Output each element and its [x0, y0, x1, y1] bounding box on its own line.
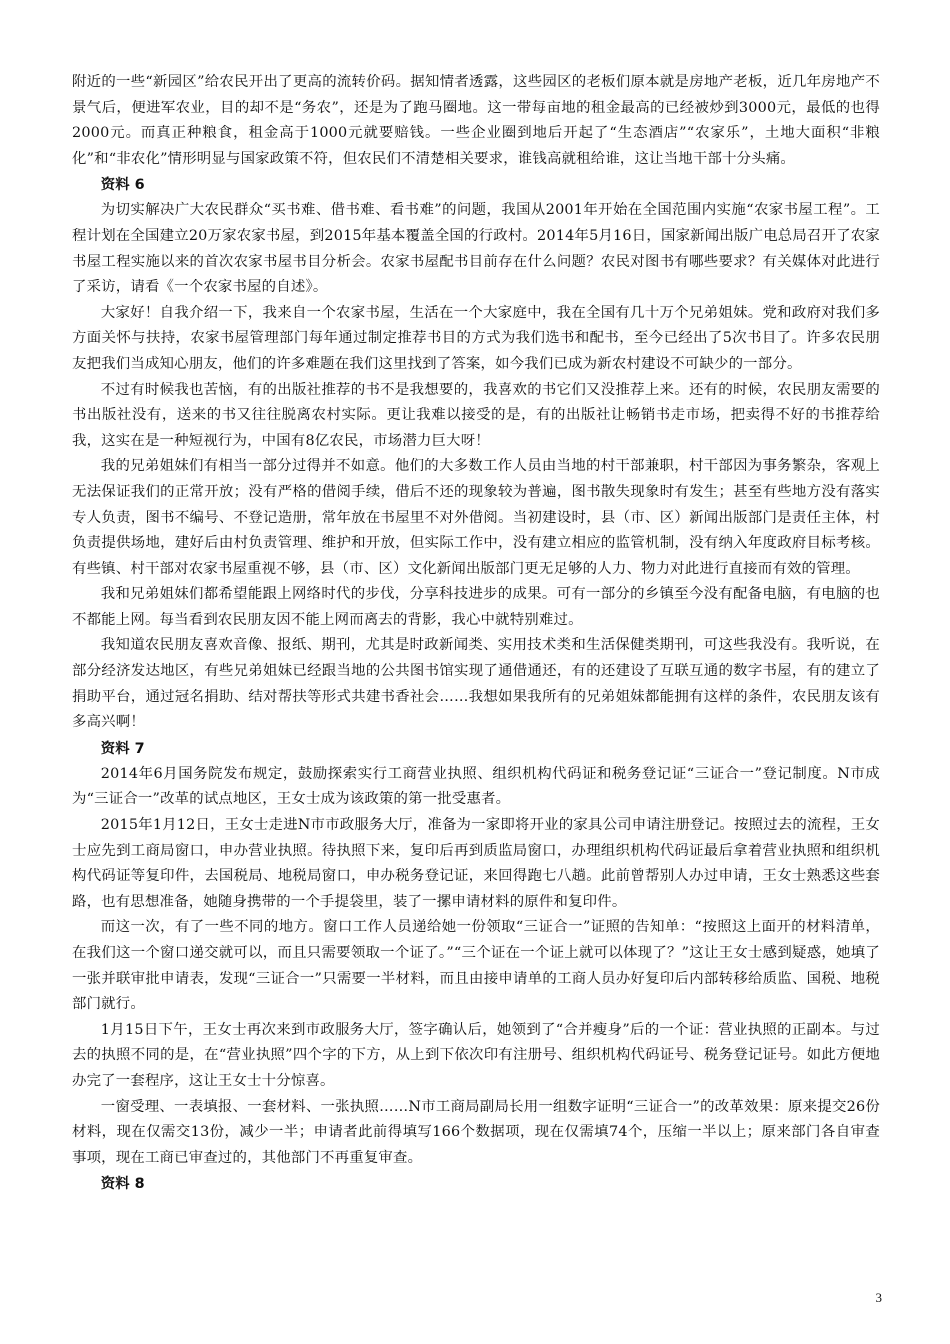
paragraph: 我和兄弟姐妹们都希望能跟上网络时代的步伐，分享科技进步的成果。可有一部分的乡镇至今没有配备电脑，有电脑的也不都能上网。每当看到农民朋友因不能上网而离去的背影，我心中就特别难过。 — [72, 586, 880, 628]
section-heading-material-7: 资料 7 — [100, 740, 145, 757]
paragraph: 为切实解决广大农民群众“买书难、借书难、看书难”的问题，我国从2001年开始在全国范围内实施“农家书屋工程”。工程计划在全国建立20万家农家书屋，到2015年基本覆盖全国的行政村。2014年5月16日，国家新闻出版广电总局召开了农家书屋工程实施以来的首次农家书屋书目分析会。农家书屋配书目前存在什么问题？农民对图书有哪些要求？有关媒体对此进行了采访，请看《一个农家书屋的自述》。 — [72, 202, 880, 296]
paragraph: 2014年6月国务院发布规定，鼓励探索实行工商营业执照、组织机构代码证和税务登记证“三证合一”登记制度。N市成为“三证合一”改革的试点地区，王女士成为该政策的第一批受惠者。 — [72, 765, 880, 808]
paragraph: 1月15日下午，王女士再次来到市政服务大厅，签字确认后，她领到了“合并瘦身”后的一个证：营业执照的正副本。与过去的执照不同的是，在“营业执照”四个字的下方，从上到下依次印有注册号、组织机构代码证号、税务登记证号。如此方便地办完了一套程序，这让王女士十分惊喜。 — [72, 1021, 880, 1089]
section-heading-material-8: 资料 8 — [100, 1176, 145, 1193]
paragraph: 2015年1月12日，王女士走进N市市政服务大厅，准备为一家即将开业的家具公司申请注册登记。按照过去的流程，王女士应先到工商局窗口，申办营业执照。待执照下来，复印后再到质监局窗口，办理组织机构代码证最后拿着营业执照和组织机构代码证等复印件，去国税局、地税局窗口，申办税务登记证，来回得跑七八趟。此前曾帮别人办过申请，王女士熟悉这些套路，也有思想准备，她随身携带的一个手提袋里，装了一摞申请材料的原件和复印件。 — [72, 817, 880, 910]
paragraph: 不过有时候我也苦恼，有的出版社推荐的书不是我想要的，我喜欢的书它们又没推荐上来。还有的时候，农民朋友需要的书出版社没有，送来的书又往往脱离农村实际。更让我难以接受的是，有的出版社让畅销书走市场，把卖得不好的书推荐给我，这实在是一种短视行为，中国有8亿农民，市场潜力巨大呀！ — [72, 381, 880, 449]
paragraph: 而这一次，有了一些不同的地方。窗口工作人员递给她一份领取“三证合一”证照的告知单：“按照这上面开的材料清单，在我们这一个窗口递交就可以，而且只需要领取一个证了。”“三个证在一个证上就可以体现了？”这让王女士感到疑惑，她填了一张并联审批申请表，发现“三证合一”只需要一半材料，而且由接申请单的工商人员办好复印后内部转移给质监、国税、地税部门就行。 — [72, 919, 880, 1013]
paragraph: 大家好！自我介绍一下，我来自一个农家书屋，生活在一个大家庭中，我在全国有几十万个兄弟姐妹。党和政府对我们多方面关怀与扶持，农家书屋管理部门每年通过制定推荐书目的方式为我们选书和配书，至今已经出了5次书目了。许多农民朋友把我们当成知心朋友，他们的许多难题在我们这里找到了答案，如今我们已成为新农村建设不可缺少的一部分。 — [72, 304, 880, 372]
page-number: 3 — [875, 1290, 882, 1305]
paragraph: 附近的一些“新园区”给农民开出了更高的流转价码。据知情者透露，这些园区的老板们原本就是房地产老板，近几年房地产不景气后，便进军农业，目的却不是“务农”，还是为了跑马圈地。这一带每亩地的租金最高的已经被炒到3000元，最低的也得2000元。而真正种粮食，租金高于1000元就要赔钱。一些企业圈到地后开起了“生态酒店”“农家乐”，土地大面积“非粮化”和“非农化”情形明显与国家政策不符，但农民们不清楚相关要求，谁钱高就租给谁，这让当地干部十分头痛。 — [72, 74, 880, 167]
paragraph: 我知道农民朋友喜欢音像、报纸、期刊，尤其是时政新闻类、实用技术类和生活保健类期刊，可这些我没有。我听说，在部分经济发达地区，有些兄弟姐妹已经跟当地的公共图书馆实现了通借通还，有的还建设了互联互通的数字书屋，有的建立了捐助平台，通过冠名捐助、结对帮扶等形式共建书香社会……我想如果我所有的兄弟姐妹都能拥有这样的条件，农民朋友该有多高兴啊！ — [72, 637, 880, 731]
paragraph: 我的兄弟姐妹们有相当一部分过得并不如意。他们的大多数工作人员由当地的村干部兼职，村干部因为事务繁杂，客观上无法保证我们的正常开放；没有严格的借阅手续，借后不还的现象较为普遍，图书散失现象时有发生；甚至有些地方没有落实专人负责，图书不编号、不登记造册，常年放在书屋里不对外借阅。当初建设时，县（市、区）新闻出版部门是责任主体，村负责提供场地，建好后由村负责管理、维护和开放，但实际工作中，没有建立相应的监管机制，没有纳入年度政府目标考核。有些镇、村干部对农家书屋重视不够，县（市、区）文化新闻出版部门更无足够的人力、物力对此进行直接而有效的管理。 — [72, 458, 880, 577]
paragraph: 一窗受理、一表填报、一套材料、一张执照……N市工商局副局长用一组数字证明“三证合一”的改革效果：原来提交26份材料，现在仅需交13份，减少一半；申请者此前得填写166个数据项，现在仅需填74个，压缩一半以上；原来部门各自审查事项，现在工商已审查过的，其他部门不再重复审查。 — [72, 1098, 880, 1166]
document-body — [72, 70, 880, 1197]
section-heading-material-6: 资料 6 — [100, 177, 145, 194]
